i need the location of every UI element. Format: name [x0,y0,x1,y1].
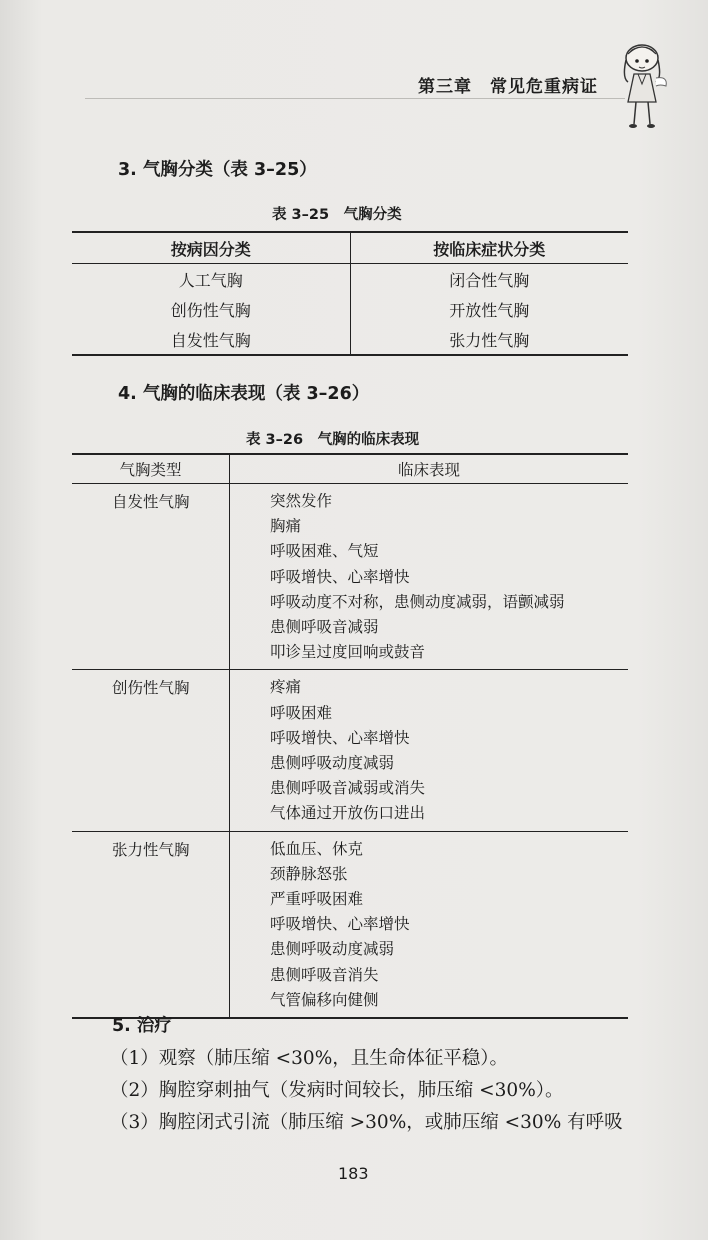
finding-item: 低血压、休克 [270,839,364,858]
finding-item: 患侧呼吸音减弱或消失 [270,779,426,798]
table-row [72,324,628,355]
finding-item: 呼吸困难 [270,703,333,722]
table-3-26-caption: 表 3–26 气胸的临床表现 [246,432,420,448]
finding-item: 患侧呼吸音消失 [270,965,379,984]
table-header-row [72,454,628,484]
pneumothorax-type: 张力性气胸 [72,831,230,1018]
finding-item: 呼吸增快、心率增快 [270,728,410,747]
clinical-findings [230,831,629,1018]
pneumothorax-type: 自发性气胸 [72,484,230,670]
table-row [72,484,628,670]
pneumothorax-type: 创伤性气胸 [72,670,230,831]
table-row [72,294,628,324]
table-cell: 人工气胸 [72,264,350,295]
section-4-heading: 4. 气胸的临床表现（表 3–26） [118,384,370,404]
finding-item: 气体通过开放伤口进出 [270,804,426,823]
page-number: 183 [338,1164,369,1183]
table-cell: 创伤性气胸 [72,294,350,324]
table-3-25 [72,231,628,356]
treatment-line: （1）观察（肺压缩 <30%，且生命体征平稳）。 [110,1048,509,1069]
table-3-25-caption: 表 3–25 气胸分类 [272,207,402,223]
column-header: 气胸类型 [72,454,230,484]
finding-item: 呼吸困难、气短 [270,542,379,561]
nurse-mascot-icon [612,38,668,130]
clinical-findings [230,670,629,831]
finding-item: 呼吸动度不对称，患侧动度减弱，语颤减弱 [270,592,565,611]
table-cell: 张力性气胸 [449,330,530,350]
table-cell: 闭合性气胸 [449,270,530,290]
column-header: 临床表现 [230,454,629,484]
finding-item: 呼吸增快、心率增快 [270,915,410,934]
treatment-line: （3）胸腔闭式引流（肺压缩 >30%，或肺压缩 <30% 有呼吸 [110,1112,623,1133]
finding-item: 呼吸增快、心率增快 [270,567,410,586]
finding-item: 严重呼吸困难 [270,890,364,909]
chapter-header: 第三章 常见危重病证 [418,77,598,97]
header-rule [85,98,625,99]
column-header: 按临床症状分类 [350,232,628,264]
finding-item: 患侧呼吸动度减弱 [270,754,395,773]
section-5-heading: 5. 治疗 [112,1016,172,1036]
finding-item: 叩诊呈过度回响或鼓音 [270,643,426,662]
finding-item: 颈静脉怒张 [270,864,348,883]
table-row [72,831,628,1018]
table-3-26 [72,453,628,1019]
section-3-heading: 3. 气胸分类（表 3–25） [118,160,317,180]
finding-item: 疼痛 [270,678,302,697]
table-row [72,670,628,831]
treatment-line: （2）胸腔穿刺抽气（发病时间较长，肺压缩 <30%）。 [110,1080,564,1101]
finding-item: 突然发作 [270,492,333,510]
table-header-row [72,232,628,264]
table-cell: 自发性气胸 [72,324,350,355]
clinical-findings [230,484,629,670]
finding-item: 胸痛 [270,517,302,536]
table-cell: 开放性气胸 [449,300,530,320]
finding-item: 患侧呼吸音减弱 [270,618,379,637]
column-header: 按病因分类 [72,232,350,264]
finding-item: 患侧呼吸动度减弱 [270,940,395,959]
table-row [72,264,628,295]
finding-item: 气管偏移向健侧 [270,990,379,1009]
